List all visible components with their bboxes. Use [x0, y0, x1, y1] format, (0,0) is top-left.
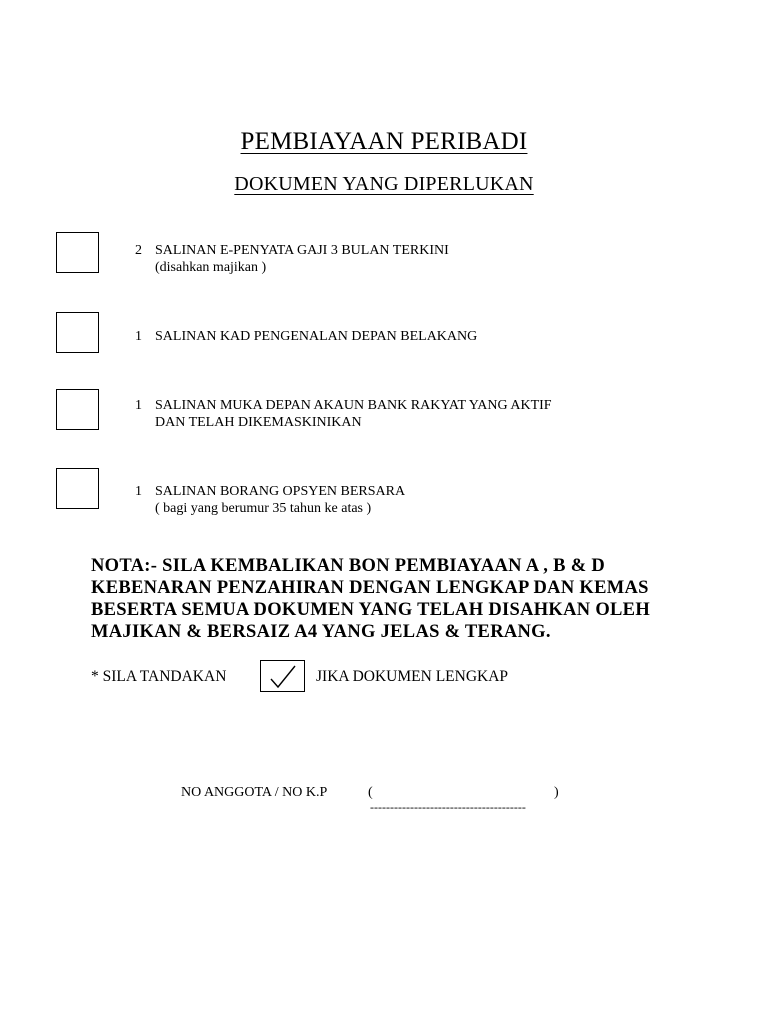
- list-item: [135, 397, 552, 431]
- tick-instruction-suffix: JIKA DOKUMEN LENGKAP: [316, 668, 509, 685]
- checkbox-retirement-option[interactable]: [56, 468, 99, 509]
- tick-instruction-prefix: * SILA TANDAKAN: [91, 668, 227, 685]
- item-label: SALINAN KAD PENGENALAN DEPAN BELAKANG: [155, 329, 478, 344]
- item-note: (disahkan majikan ): [155, 260, 267, 275]
- page-title: PEMBIAYAAN PERIBADI: [240, 128, 528, 155]
- member-number-input-line[interactable]: ---------------------------------------: [370, 800, 526, 814]
- item-note: ( bagi yang berumur 35 tahun ke atas ): [155, 501, 372, 516]
- checkbox-identity-card[interactable]: [56, 312, 99, 353]
- note-line: KEBENARAN PENZAHIRAN DENGAN LENGKAP DAN KEMAS: [91, 578, 649, 598]
- tick-box[interactable]: [260, 660, 305, 692]
- note-block: [91, 555, 691, 643]
- item-note: DAN TELAH DIKEMASKINIKAN: [155, 415, 362, 430]
- list-item: [135, 328, 477, 345]
- page-subtitle: DOKUMEN YANG DIPERLUKAN: [234, 173, 534, 195]
- item-quantity: 1: [135, 398, 142, 413]
- checkmark-icon: [269, 665, 297, 689]
- item-quantity: 1: [135, 484, 142, 499]
- item-label: SALINAN MUKA DEPAN AKAUN BANK RAKYAT YANG AKTIF: [155, 398, 552, 413]
- item-quantity: 2: [135, 243, 142, 258]
- list-item: [135, 483, 405, 517]
- member-number-field: [181, 785, 559, 801]
- note-line: MAJIKAN & BERSAIZ A4 YANG JELAS & TERANG.: [91, 622, 551, 642]
- item-label: SALINAN E-PENYATA GAJI 3 BULAN TERKINI: [155, 243, 449, 258]
- item-quantity: 1: [135, 329, 142, 344]
- checkbox-bank-account[interactable]: [56, 389, 99, 430]
- item-label: SALINAN BORANG OPSYEN BERSARA: [155, 484, 406, 499]
- note-line: BESERTA SEMUA DOKUMEN YANG TELAH DISAHKAN OLEH: [91, 600, 651, 620]
- member-number-open-paren: (: [368, 785, 373, 800]
- list-item: [135, 242, 449, 276]
- member-number-label: NO ANGGOTA / NO K.P: [181, 785, 328, 800]
- checkbox-salary-statement[interactable]: [56, 232, 99, 273]
- note-line: NOTA:- SILA KEMBALIKAN BON PEMBIAYAAN A , B & D: [91, 556, 606, 576]
- member-number-close-paren: ): [554, 785, 559, 800]
